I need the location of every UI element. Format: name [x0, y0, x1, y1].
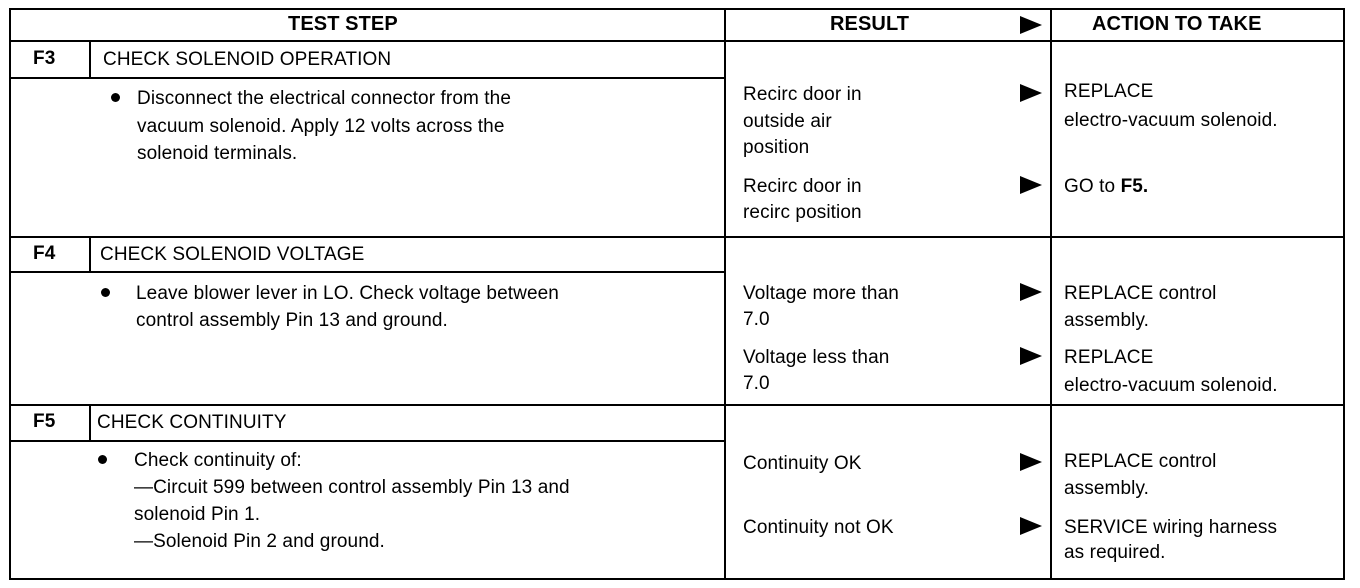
f4-result-2-line: 7.0: [743, 373, 770, 394]
f4-result-2-arrow-icon: [1020, 347, 1042, 365]
header-test-step: TEST STEP: [288, 13, 398, 35]
f5-body-line: Check continuity of:: [134, 450, 302, 471]
f5-bullet-icon: [98, 455, 107, 464]
f3-body-line: solenoid terminals.: [137, 143, 298, 164]
f5-action-1-line: REPLACE control: [1064, 451, 1217, 472]
f3-result-2-line: Recirc door in: [743, 176, 862, 197]
f3-code-divider: [89, 40, 91, 78]
f5-body-line: solenoid Pin 1.: [134, 504, 261, 525]
table-left-border: [9, 8, 11, 580]
action-column-divider: [1050, 8, 1052, 580]
table-top-border: [9, 8, 1345, 10]
f3-body-line: Disconnect the electrical connector from the: [137, 88, 512, 109]
f4-step-title: CHECK SOLENOID VOLTAGE: [100, 244, 365, 265]
header-divider: [9, 40, 1345, 42]
f4-result-1-line: Voltage more than: [743, 283, 899, 304]
f4-step-code: F4: [33, 243, 56, 264]
f5-step-title: CHECK CONTINUITY: [97, 412, 287, 433]
f4-body-line: control assembly Pin 13 and ground.: [136, 310, 448, 331]
table-bottom-border: [9, 578, 1345, 580]
f5-action-1-line: assembly.: [1064, 478, 1150, 499]
f4-result-1-arrow-icon: [1020, 283, 1042, 301]
f5-code-divider: [89, 404, 91, 441]
f3-result-1-line: position: [743, 137, 810, 158]
f3-action-2: [1064, 174, 1148, 200]
f4-body-line: Leave blower lever in LO. Check voltage between: [136, 283, 559, 304]
f3-title-underline: [9, 77, 725, 79]
f3-action-1-line: REPLACE: [1064, 81, 1154, 102]
f3-step-title: CHECK SOLENOID OPERATION: [103, 49, 392, 70]
f3-body-line: vacuum solenoid. Apply 12 volts across the: [137, 116, 505, 137]
f5-result-2-arrow-icon: [1020, 517, 1042, 535]
header-arrow-icon: [1020, 16, 1042, 34]
f4-action-1-line: REPLACE control: [1064, 283, 1217, 304]
f3-action-2-ref: F5.: [1120, 176, 1149, 197]
header-result: RESULT: [830, 13, 910, 35]
f4-title-underline: [9, 271, 725, 273]
f3-result-1-line: Recirc door in: [743, 84, 862, 105]
f4-action-2-line: REPLACE: [1064, 347, 1154, 368]
f5-body-line: —Solenoid Pin 2 and ground.: [134, 531, 385, 552]
f5-result-1-line: Continuity OK: [743, 453, 862, 474]
f4-result-1-line: 7.0: [743, 309, 770, 330]
f4-action-1-line: assembly.: [1064, 310, 1150, 331]
f4-code-divider: [89, 236, 91, 272]
f4-bullet-icon: [101, 288, 110, 297]
f5-action-2-line: SERVICE wiring harness: [1064, 517, 1278, 538]
f5-body-line: —Circuit 599 between control assembly Pin 13 and: [134, 477, 570, 498]
f5-step-code: F5: [33, 411, 56, 432]
f3-result-2-arrow-icon: [1020, 176, 1042, 194]
f3-action-1-line: electro-vacuum solenoid.: [1064, 110, 1278, 131]
table-right-border: [1343, 8, 1345, 580]
header-action: ACTION TO TAKE: [1092, 13, 1262, 35]
f3-step-code: F3: [33, 48, 56, 69]
f3-result-2-line: recirc position: [743, 202, 862, 223]
f5-section-divider: [9, 404, 1345, 406]
f5-result-2-line: Continuity not OK: [743, 517, 894, 538]
f4-section-divider: [9, 236, 1345, 238]
result-column-divider: [724, 8, 726, 580]
f5-result-1-arrow-icon: [1020, 453, 1042, 471]
f4-action-2-line: electro-vacuum solenoid.: [1064, 375, 1278, 396]
f3-result-1-line: outside air: [743, 111, 832, 132]
f3-bullet-icon: [111, 93, 120, 102]
f5-title-underline: [9, 440, 725, 442]
f4-result-2-line: Voltage less than: [743, 347, 890, 368]
f3-result-1-arrow-icon: [1020, 84, 1042, 102]
f3-action-2-prefix: GO to: [1064, 176, 1121, 197]
f5-action-2-line: as required.: [1064, 542, 1166, 563]
